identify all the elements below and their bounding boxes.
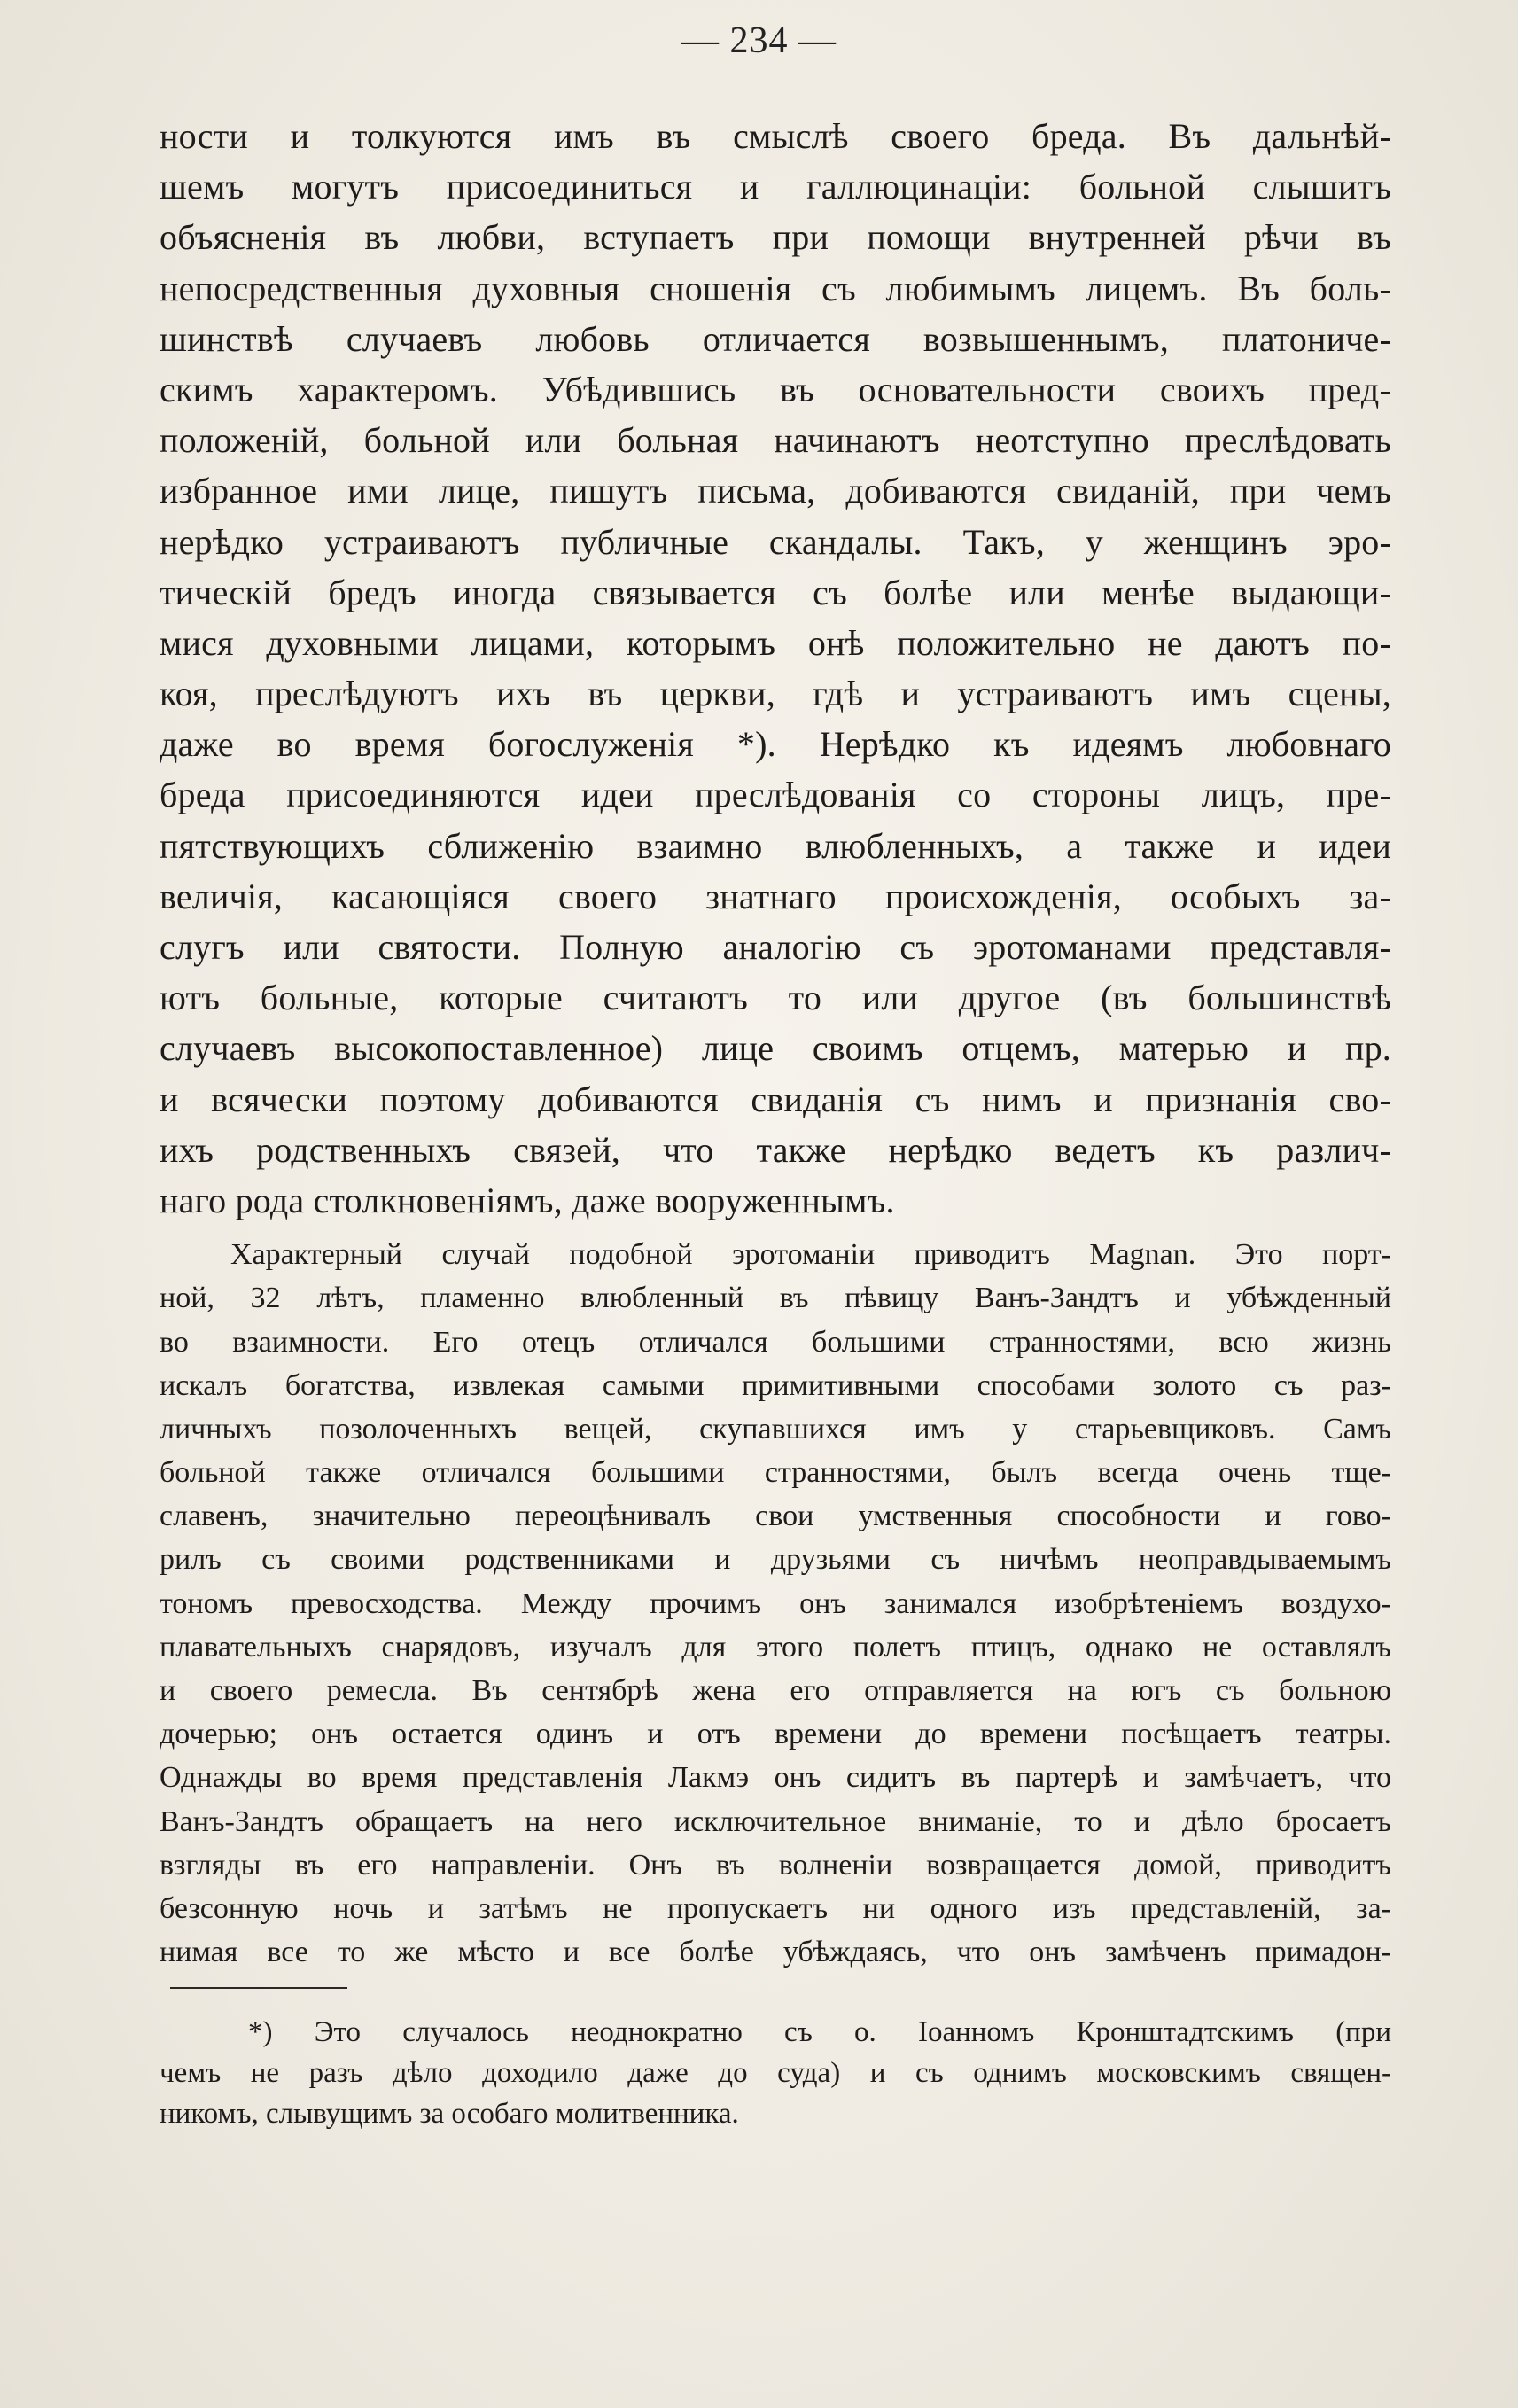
text-line: и всячески поэтому добиваются свиданія съ нимъ и признанія сво- bbox=[160, 1079, 1391, 1119]
text-line: нерѣдко устраиваютъ публичные скандалы. Такъ, у женщинъ эро- bbox=[160, 521, 1391, 562]
text-line: славенъ, значительно переоцѣнивалъ свои умственныя способности и гово- bbox=[160, 1500, 1391, 1533]
text-line: нимая все то же мѣсто и все болѣе убѣждаясь, что онъ замѣченъ примадон- bbox=[160, 1936, 1391, 1969]
text-line: безсонную ночь и затѣмъ не пропускаетъ ни одного изъ представленій, за- bbox=[160, 1891, 1391, 1925]
text-line: объясненія въ любви, вступаетъ при помощи внутренней рѣчи въ bbox=[160, 217, 1391, 258]
text-line: скимъ характеромъ. Убѣдившись въ основательности своихъ пред- bbox=[160, 369, 1391, 409]
text-line: даже во время богослуженія *). Нерѣдко къ идеямъ любовнаго bbox=[160, 724, 1391, 765]
text-line: во взаимности. Его отецъ отличался большими странностями, всю жизнь bbox=[160, 1325, 1391, 1359]
text-line: тическій бредъ иногда связывается съ болѣе или менѣе выдающи- bbox=[160, 572, 1391, 612]
text-line: Ванъ-Зандтъ обращаетъ на него исключительное вниманіе, то и дѣло бросаетъ bbox=[160, 1804, 1391, 1838]
text-line: наго рода столкновеніямъ, даже вооруженнымъ. bbox=[160, 1180, 895, 1220]
footnote bbox=[160, 2012, 1391, 2134]
text-line: мися духовными лицами, которымъ онѣ положительно не даютъ по- bbox=[160, 622, 1391, 663]
text-line: личныхъ позолоченныхъ вещей, скупавшихся имъ у старьевщиковъ. Самъ bbox=[160, 1412, 1391, 1446]
footnote-line: чемъ не разъ дѣло доходило даже до суда) и съ однимъ московскимъ священ- bbox=[160, 2057, 1391, 2089]
text-line: слугъ или святости. Полную аналогію съ эротоманами представля- bbox=[160, 927, 1391, 967]
case-paragraph bbox=[160, 1233, 1391, 1974]
text-line: положеній, больной или больная начинаютъ неотступно преслѣдовать bbox=[160, 420, 1391, 461]
text-line: ихъ родственныхъ связей, что также нерѣдко ведетъ къ различ- bbox=[160, 1129, 1391, 1170]
text-line: рилъ съ своими родственниками и друзьями съ ничѣмъ неоправдываемымъ bbox=[160, 1543, 1391, 1577]
text-line: дочерью; онъ остается одинъ и отъ времени до времени посѣщаетъ театры. bbox=[160, 1718, 1391, 1751]
text-line: коя, преслѣдуютъ ихъ въ церкви, гдѣ и устраиваютъ имъ сцены, bbox=[160, 674, 1391, 714]
text-line: и своего ремесла. Въ сентябрѣ жена его отправляется на югъ съ больною bbox=[160, 1674, 1391, 1707]
footnote-line: никомъ, слывущимъ за особаго молитвенника. bbox=[160, 2098, 739, 2130]
text-line: шинствѣ случаевъ любовь отличается возвышеннымъ, платониче- bbox=[160, 318, 1391, 359]
text-line: избранное ими лице, пишутъ письма, добиваются свиданій, при чемъ bbox=[160, 471, 1391, 511]
text-line: шемъ могутъ присоединиться и галлюцинаціи: больной слышитъ bbox=[160, 167, 1391, 207]
footnote-divider bbox=[170, 1987, 347, 1989]
text-line: непосредственныя духовныя сношенія съ любимымъ лицемъ. Въ боль- bbox=[160, 268, 1391, 308]
text-line: пятствующихъ сближенію взаимно влюбленныхъ, а также и идеи bbox=[160, 825, 1391, 866]
text-line: Однажды во время представленія Лакмэ онъ сидитъ въ партерѣ и замѣчаетъ, что bbox=[160, 1761, 1391, 1795]
text-line: случаевъ высокопоставленное) лице своимъ отцемъ, матерью и пр. bbox=[160, 1028, 1391, 1069]
main-paragraph bbox=[160, 111, 1391, 1226]
text-line: Характерный случай подобной эротоманіи приводитъ Magnan. Это порт- bbox=[230, 1238, 1391, 1272]
footnote-line: *) Это случалось неоднократно съ о. Іоанномъ Кронштадтскимъ (при bbox=[248, 2016, 1391, 2048]
text-line: плавательныхъ снарядовъ, изучалъ для этого полетъ птицъ, однако не оставлялъ bbox=[160, 1630, 1391, 1664]
text-line: ности и толкуются имъ въ смыслѣ своего бреда. Въ дальнѣй- bbox=[160, 116, 1391, 156]
text-line: ной, 32 лѣтъ, пламенно влюбленный въ пѣвицу Ванъ-Зандтъ и убѣжденный bbox=[160, 1282, 1391, 1315]
text-line: величія, касающіяся своего знатнаго происхожденія, особыхъ за- bbox=[160, 876, 1391, 916]
text-line: взгляды въ его направленіи. Онъ въ волненіи возвращается домой, приводитъ bbox=[160, 1848, 1391, 1882]
text-line: тономъ превосходства. Между прочимъ онъ занимался изобрѣтеніемъ воздухо- bbox=[160, 1586, 1391, 1620]
text-line: бреда присоединяются идеи преслѣдованія со стороны лицъ, пре- bbox=[160, 775, 1391, 815]
text-line: искалъ богатства, извлекая самыми примитивными способами золото съ раз- bbox=[160, 1368, 1391, 1402]
body-text bbox=[160, 111, 1391, 1974]
page-number: — 234 — bbox=[681, 20, 837, 61]
text-line: ютъ больные, которые считаютъ то или другое (въ большинствѣ bbox=[160, 978, 1391, 1018]
text-line: больной также отличался большими странностями, былъ всегда очень тще- bbox=[160, 1456, 1391, 1490]
